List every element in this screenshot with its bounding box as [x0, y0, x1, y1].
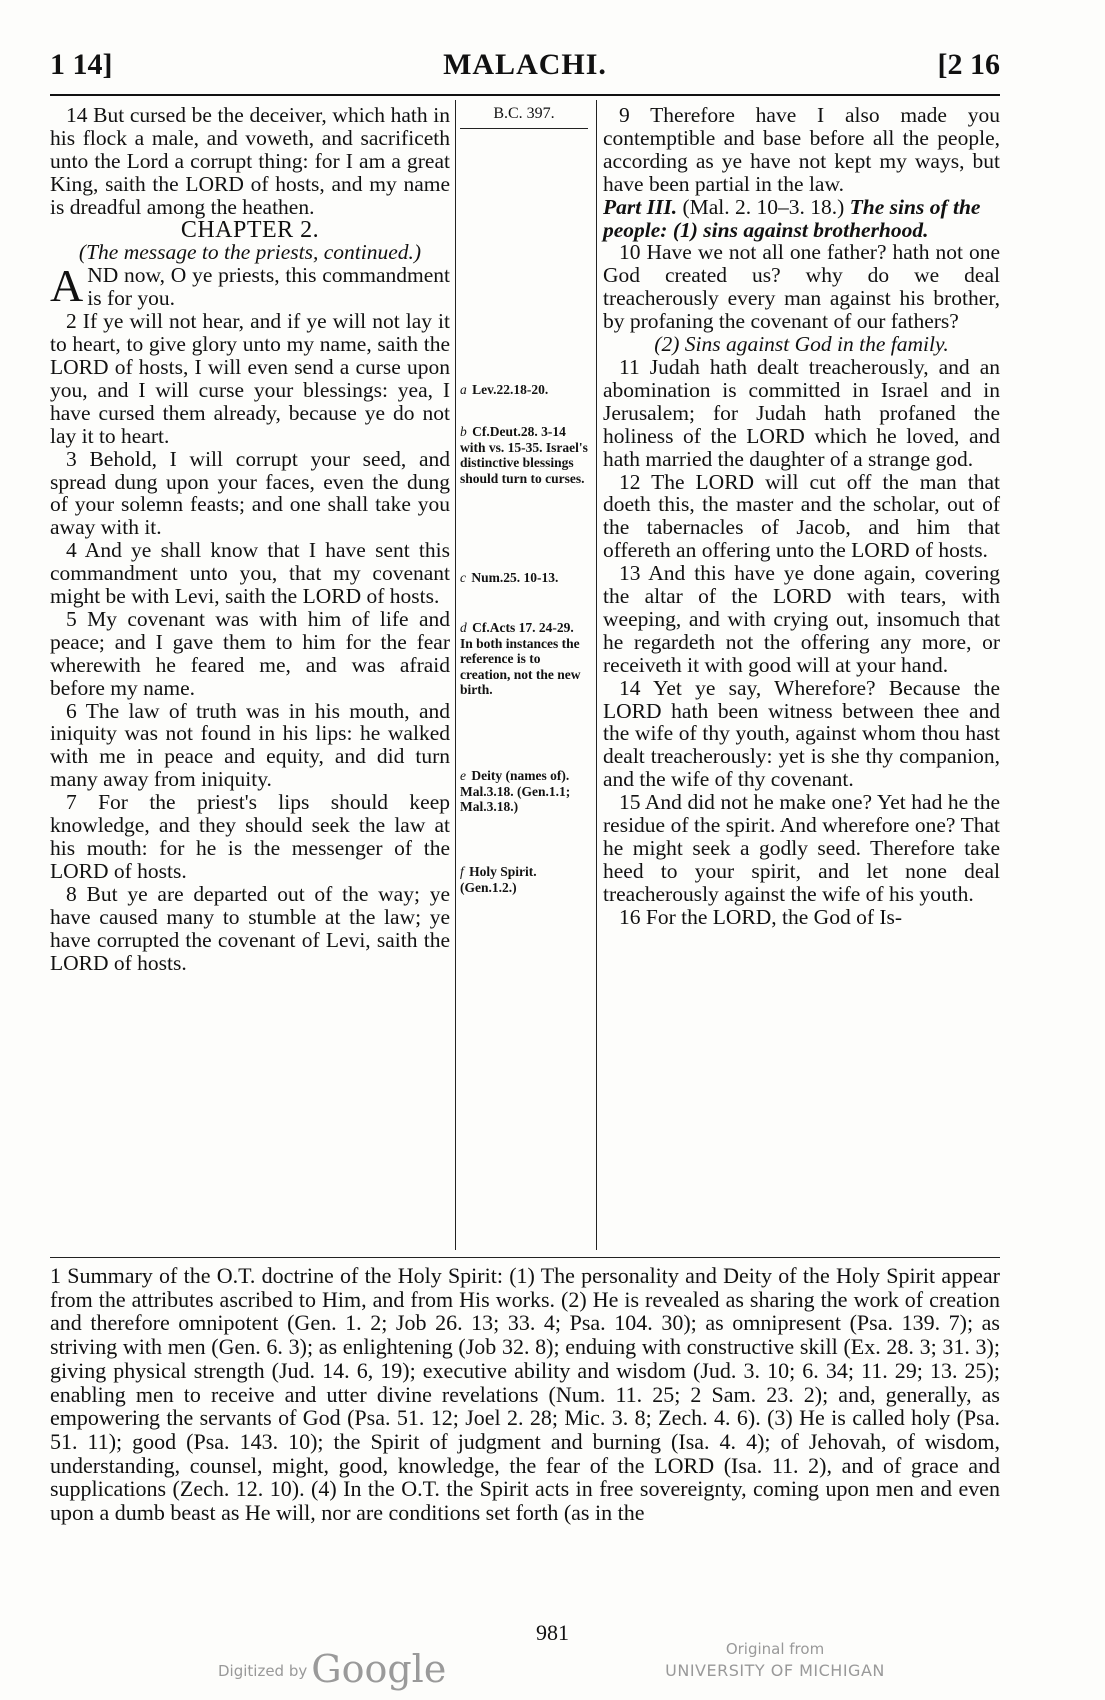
- verse-2-1-text: ND now, O ye priests, this commandment is for you.: [87, 263, 450, 311]
- verse-2-1: [50, 260, 450, 312]
- verse-2-3: 3 Behold, I will corrupt your seed, and spread dung upon your faces, even the dung of your solemn feasts; and one shall take you away with it.: [50, 446, 450, 540]
- ref-letter: a: [460, 382, 467, 397]
- margin-date-rule: [460, 128, 588, 129]
- ref-text: Cf.Deut.28. 3-14 with vs. 15-35. Israel's distinctive blessings should turn to curses.: [460, 424, 588, 486]
- ref-letter: c: [460, 570, 466, 585]
- margin-ref-f: [460, 864, 588, 895]
- part-range: (Mal. 2. 10–3. 18.): [682, 194, 845, 219]
- verse-1-14: 14 But cursed be the deceiver, which hath in his flock a male, and voweth, and sacrificeth unto the Lord a corrupt thing: for I am a great King, saith the LORD of hosts, and my name is dreadful among the heathen.: [50, 103, 450, 219]
- ref-letter: e: [460, 768, 466, 783]
- ref-letter: d: [460, 620, 467, 635]
- margin-ref-d: [460, 620, 588, 698]
- original-from-watermark: [660, 1638, 890, 1682]
- drop-cap: A: [50, 260, 84, 312]
- ref-text: Lev.22.18-20.: [472, 382, 549, 397]
- chapter-heading: CHAPTER 2.: [180, 216, 320, 243]
- header-right-ref: [2 16: [937, 48, 1000, 81]
- university-text: UNIVERSITY OF MICHIGAN: [665, 1661, 885, 1680]
- right-column: [603, 104, 1000, 929]
- footnote-rule: [50, 1257, 1000, 1258]
- verse-2-6: 6 The law of truth was in his mouth, and iniquity was not found in his lips: he walked with me in peace and equity, and did turn many away from iniquity.: [50, 698, 450, 792]
- margin-ref-e: [460, 768, 588, 815]
- margin-date: B.C. 397.: [493, 105, 555, 122]
- part-heading: [603, 196, 1000, 242]
- verse-2-2: 2 If ye will not hear, and if ye will not lay it to heart, to give glory unto my name, saith the LORD of hosts, I will even send a curse upon you, and I will curse your blessings: yea, I have cursed them already, because ye do not lay it to heart.: [50, 309, 450, 448]
- ref-letter: f: [460, 864, 464, 879]
- ref-letter: b: [460, 424, 467, 439]
- verse-2-11: 11 Judah hath dealt treacherously, and an abomination is committed in Israel and in Jerusalem; for Judah hath profaned the holiness of the LORD which he loved, and hath married the daughter of a strange god.: [603, 354, 1000, 471]
- verse-2-12: 12 The LORD will cut off the man that doeth this, the master and the scholar, out of the tabernacles of Jacob, and him that offereth an offering unto the LORD of hosts.: [603, 469, 1000, 563]
- ref-text: Num.25. 10-13.: [471, 570, 559, 585]
- verse-2-10: 10 Have we not all one father? hath not one God created us? why do we deal treacherously every man against his brother, by profaning the covenant of our fathers?: [603, 240, 1000, 334]
- verse-2-15: 15 And did not he make one? Yet had he the residue of the spirit. And wherefore one? That he might seek a godly seed. Therefore take heed to your spirit, and let none deal treacherously against the wife of his youth.: [603, 790, 1000, 906]
- page-number: 981: [536, 1620, 569, 1645]
- google-logo: Google: [311, 1647, 447, 1691]
- footnote: 1 Summary of the O.T. doctrine of the Holy Spirit: (1) The personality and Deity of the Holy Spirit appear from the attributes ascribed to Him, and from His works. (2) He is revealed as sharing the work of creation and therefore omnipotent (Gen. 1. 2; Job 26. 13; 33. 4; Psa. 104. 30); as omnipresent (Psa. 139. 7); as striving with men (Gen. 6. 3); as enlightening (Job 32. 8); enduing with constructive skill (Ex. 28. 3; 31. 3); giving physical strength (Jud. 14. 6, 19); executive ability and wisdom (Jud. 3. 10; 6. 34; 11. 29; 13. 25); enabling men to receive and utter divine revelations (Num. 11. 25; 2 Sam. 23. 2); and, generally, as empowering the servants of God (Psa. 51. 12; Joel 2. 28; Mic. 3. 8; Zech. 4. 6). (3) He is called holy (Psa. 51. 11); good (Psa. 143. 10); the Spirit of judgment and burning (Isa. 4. 4); of Jehovah, of wisdom, understanding, counsel, might, good, knowledge, the fear of the LORD (Isa. 11. 2), and of grace and supplications (Zech. 12. 10). (4) In the O.T. the Spirit acts in free sovereignty, coming upon men and even upon a dumb beast as He will, nor are conditions set forth (as in the: [50, 1263, 1000, 1526]
- chapter-subheading: (The message to the priests, continued.): [78, 240, 422, 265]
- verse-2-7: 7 For the priest's lips should keep knowledge, and they should seek the law at his mouth: for he is the messenger of the LORD of hosts.: [50, 790, 450, 883]
- verse-2-4: 4 And ye shall know that I have sent this commandment unto you, that my covenant might be with Levi, saith the LORD of hosts.: [50, 538, 450, 609]
- column-divider-right: [596, 100, 597, 1250]
- verse-2-5: 5 My covenant was with him of life and peace; and I gave them to him for the fear wherewith he feared me, and was afraid before my name.: [50, 606, 450, 700]
- verse-2-9: 9 Therefore have I also made you contemptible and base before all the people, according as ye have not kept my ways, but have been partial in the law.: [603, 103, 1000, 196]
- margin-references: [460, 104, 588, 1244]
- part-label: Part III.: [603, 194, 678, 219]
- verse-2-8: 8 But ye are departed out of the way; ye have caused many to stumble at the law; ye have corrupted the covenant of Levi, saith the LORD of hosts.: [50, 881, 450, 975]
- ref-text: Cf.Acts 17. 24-29. In both instances the reference is to creation, not the new birth.: [460, 620, 581, 697]
- ref-text: Holy Spirit. (Gen.1.2.): [460, 864, 537, 895]
- book-title: MALACHI.: [443, 48, 607, 81]
- margin-ref-a: [460, 382, 588, 398]
- ref-text: Deity (names of). Mal.3.18. (Gen.1.1; Mal.3.18.): [460, 768, 571, 814]
- original-from-text: Original from: [725, 1640, 825, 1658]
- margin-ref-b: [460, 424, 588, 486]
- section-heading: (2) Sins against God in the family.: [654, 332, 949, 357]
- part-title: The sins of the people: (1) sins against brotherhood.: [603, 194, 981, 242]
- digitized-by-text: Digitized by: [218, 1662, 308, 1680]
- column-divider-left: [455, 100, 456, 1250]
- verse-2-16: 16 For the LORD, the God of Is-: [619, 904, 903, 929]
- verse-2-14: 14 Yet ye say, Wherefore? Because the LORD hath been witness between thee and the wife of thy youth, against whom thou hast dealt treacherously: yet is she thy companion, and the wife of thy covenant.: [603, 675, 1000, 792]
- header-rule: [50, 94, 1000, 96]
- running-header: [50, 48, 1000, 88]
- verse-2-13: 13 And this have ye done again, covering the altar of the LORD with tears, with weeping, and with crying out, insomuch that he regardeth not the offering any more, or receiveth it with good will at your hand.: [603, 561, 1000, 677]
- margin-ref-c: [460, 570, 588, 586]
- header-left-ref: 1 14]: [50, 48, 113, 81]
- digitized-watermark: [218, 1647, 446, 1691]
- left-column: [50, 104, 450, 974]
